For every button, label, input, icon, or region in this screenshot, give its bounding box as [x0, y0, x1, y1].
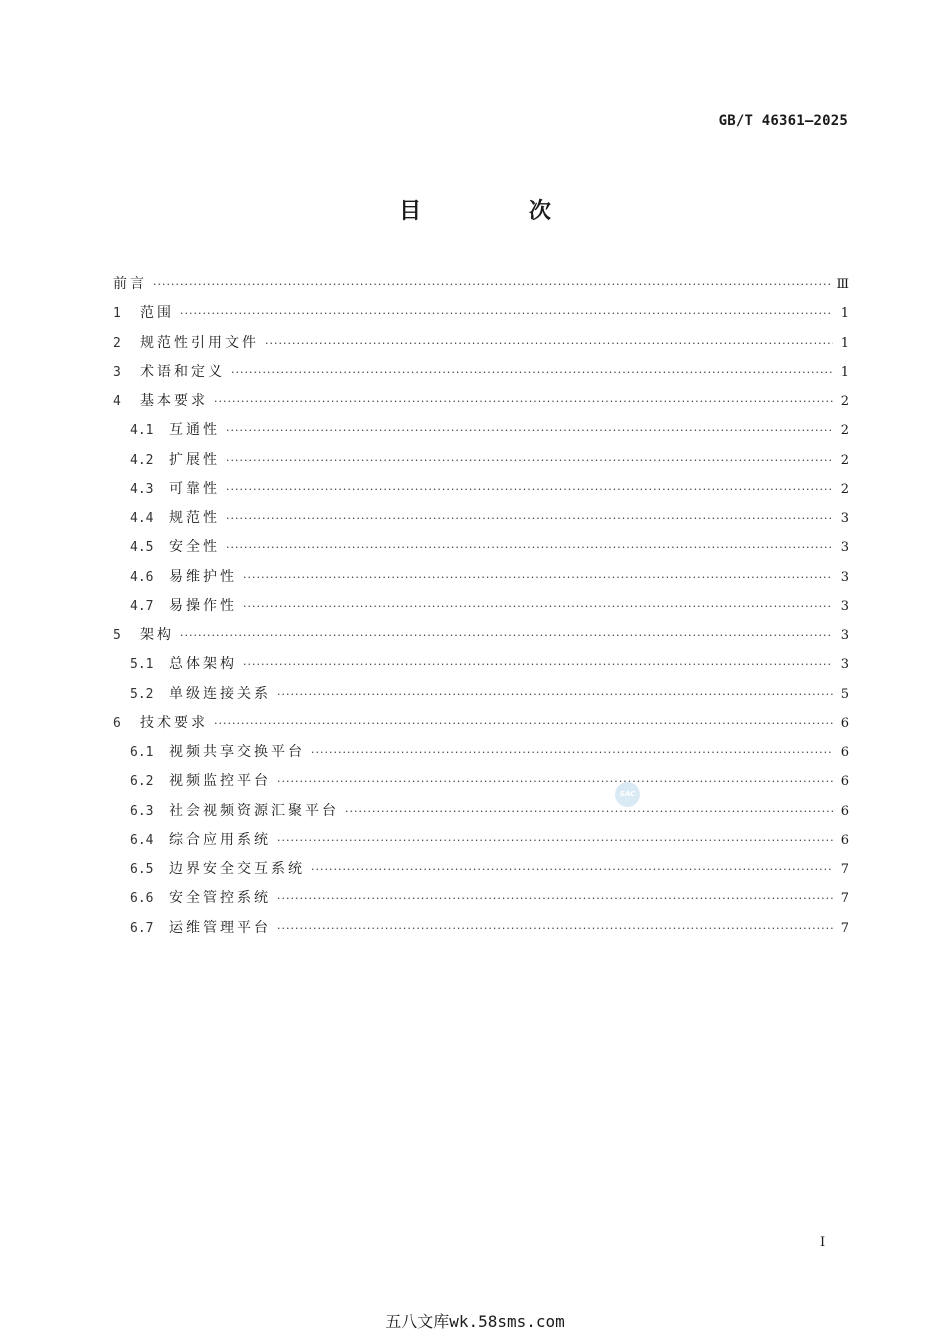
toc-entry-number: 4: [113, 394, 121, 409]
toc-dot-leader: [180, 621, 833, 650]
toc-entry-label: 易维护性: [169, 568, 237, 585]
toc-entry[interactable]: [113, 738, 849, 767]
toc-entry-page: 3: [840, 598, 849, 614]
toc-dot-leader: [311, 738, 833, 767]
toc-entry-number: 5.2: [130, 686, 154, 702]
toc-entry[interactable]: [113, 826, 849, 855]
toc-dot-leader: [243, 592, 833, 621]
toc-entry[interactable]: [113, 709, 849, 738]
toc-dot-leader: [265, 329, 833, 358]
toc-entry-page: 2: [840, 481, 849, 497]
toc-entry-page: 1: [840, 364, 849, 380]
toc-entry-page: 1: [840, 335, 849, 351]
footer-site-link[interactable]: 五八文库wk.58sms.com: [385, 1312, 565, 1331]
toc-entry-label: 扩展性: [169, 451, 220, 468]
toc-entry-page: 6: [840, 774, 849, 790]
toc-entry-number: 6.2: [130, 774, 154, 790]
toc-entry-label: 安全管控系统: [169, 890, 271, 907]
toc-entry[interactable]: [113, 299, 849, 328]
toc-entry[interactable]: [113, 914, 849, 943]
toc-entry-number: 4.1: [130, 423, 154, 439]
toc-entry-page: 3: [840, 657, 849, 673]
toc-entry-label: 前言: [113, 276, 147, 292]
toc-dot-leader: [226, 504, 833, 533]
toc-dot-leader: [277, 826, 833, 855]
toc-entry-page: 3: [840, 628, 849, 643]
toc-entry-number: 1: [113, 306, 121, 322]
toc-entry-label: 总体架构: [169, 656, 237, 673]
toc-dot-leader: [226, 446, 833, 475]
toc-entry-page: 2: [840, 423, 849, 439]
toc-dot-leader: [226, 533, 833, 562]
toc-entry[interactable]: [113, 446, 849, 475]
toc-title: 目 次: [399, 199, 601, 224]
toc-entry-number: 5.1: [130, 657, 154, 673]
toc-entry-label: 运维管理平台: [169, 919, 271, 936]
toc-entry-label: 安全性: [169, 539, 220, 556]
toc-entry[interactable]: [113, 680, 849, 709]
toc-entry-label: 术语和定义: [140, 363, 225, 380]
toc-entry-number: 4.2: [130, 452, 154, 468]
toc-entry-number: 4.6: [130, 569, 154, 585]
toc-entry-page: Ⅲ: [836, 277, 849, 292]
toc-entry-label: 社会视频资源汇聚平台: [169, 802, 339, 819]
toc-entry-page: 7: [840, 862, 849, 877]
toc-entry[interactable]: [113, 855, 849, 884]
toc-entry-number: 4.4: [130, 511, 154, 526]
toc-dot-leader: [153, 270, 830, 299]
toc-entry-page: 3: [840, 540, 849, 556]
toc-entry[interactable]: [113, 533, 849, 562]
toc-entry-label: 范围: [140, 305, 174, 322]
toc-entry[interactable]: [113, 475, 849, 504]
toc-entry-label: 单级连接关系: [169, 685, 271, 702]
toc-entry-page: 6: [840, 745, 849, 760]
toc-entry-page: 2: [840, 394, 849, 409]
toc-dot-leader: [226, 475, 833, 504]
toc-dot-leader: [277, 767, 833, 796]
standard-code: GB/T 46361—2025: [718, 113, 848, 129]
toc-entry-number: 6.1: [130, 745, 154, 760]
toc-entry-page: 7: [840, 891, 849, 907]
toc-entry-label: 视频共享交换平台: [169, 744, 305, 760]
toc-entry-label: 视频监控平台: [169, 773, 271, 790]
toc-entry-number: 6: [113, 715, 121, 731]
toc-entry-page: 6: [840, 715, 849, 731]
toc-entry-number: 3: [113, 364, 121, 380]
toc-entry[interactable]: [113, 563, 849, 592]
toc-entry-page: 6: [840, 832, 849, 848]
toc-entry-page: 7: [840, 920, 849, 936]
toc-dot-leader: [277, 680, 833, 709]
toc-entry-number: 6.7: [130, 920, 154, 936]
toc-entry-page: 6: [840, 803, 849, 819]
sac-watermark-logo: SAC: [615, 782, 640, 807]
toc-entry-label: 综合应用系统: [169, 831, 271, 848]
toc-dot-leader: [243, 650, 833, 679]
toc-entry[interactable]: [113, 767, 849, 796]
toc-entry-number: 6.5: [130, 862, 154, 877]
toc-dot-leader: [243, 563, 833, 592]
toc-entry-label: 规范性: [169, 510, 220, 526]
toc-entry-label: 基本要求: [140, 393, 208, 409]
toc-entry-number: 4.3: [130, 481, 154, 497]
toc-entry-label: 架构: [140, 627, 174, 643]
toc-entry-label: 规范性引用文件: [140, 334, 259, 351]
toc-entry-number: 6.6: [130, 891, 154, 907]
toc-entry-label: 边界安全交互系统: [169, 861, 305, 877]
toc-entry-page: 3: [840, 511, 849, 526]
toc-dot-leader: [180, 299, 833, 328]
toc-entry-number: 6.3: [130, 803, 154, 819]
toc-entry-label: 易操作性: [169, 597, 237, 614]
toc-entry-label: 技术要求: [140, 714, 208, 731]
toc-entry[interactable]: [113, 358, 849, 387]
toc-entry[interactable]: [113, 884, 849, 913]
toc-entry-page: 5: [840, 686, 849, 702]
toc-entry-label: 可靠性: [169, 480, 220, 497]
toc-entry-number: 2: [113, 335, 121, 351]
page-number: I: [820, 1235, 826, 1250]
toc-entry-number: 6.4: [130, 832, 154, 848]
toc-dot-leader: [214, 709, 833, 738]
toc-dot-leader: [277, 914, 833, 943]
toc-dot-leader: [231, 358, 833, 387]
toc-entry[interactable]: [113, 270, 849, 299]
toc-entry-number: 5: [113, 628, 121, 643]
toc-entry-page: 3: [840, 569, 849, 585]
toc-entry[interactable]: [113, 797, 849, 826]
table-of-contents: [113, 270, 849, 943]
toc-entry[interactable]: [113, 621, 849, 650]
toc-dot-leader: [277, 884, 833, 913]
toc-entry[interactable]: [113, 387, 849, 416]
toc-dot-leader: [214, 387, 833, 416]
toc-entry-page: 2: [840, 452, 849, 468]
toc-entry-page: 1: [840, 306, 849, 322]
toc-entry[interactable]: [113, 504, 849, 533]
toc-dot-leader: [226, 416, 833, 445]
toc-entry[interactable]: [113, 416, 849, 445]
toc-entry[interactable]: [113, 592, 849, 621]
toc-entry[interactable]: [113, 650, 849, 679]
toc-dot-leader: [311, 855, 833, 884]
toc-dot-leader: [345, 797, 833, 826]
toc-entry-label: 互通性: [169, 422, 220, 439]
toc-entry[interactable]: [113, 329, 849, 358]
toc-entry-number: 4.7: [130, 598, 154, 614]
toc-entry-number: 4.5: [130, 540, 154, 556]
